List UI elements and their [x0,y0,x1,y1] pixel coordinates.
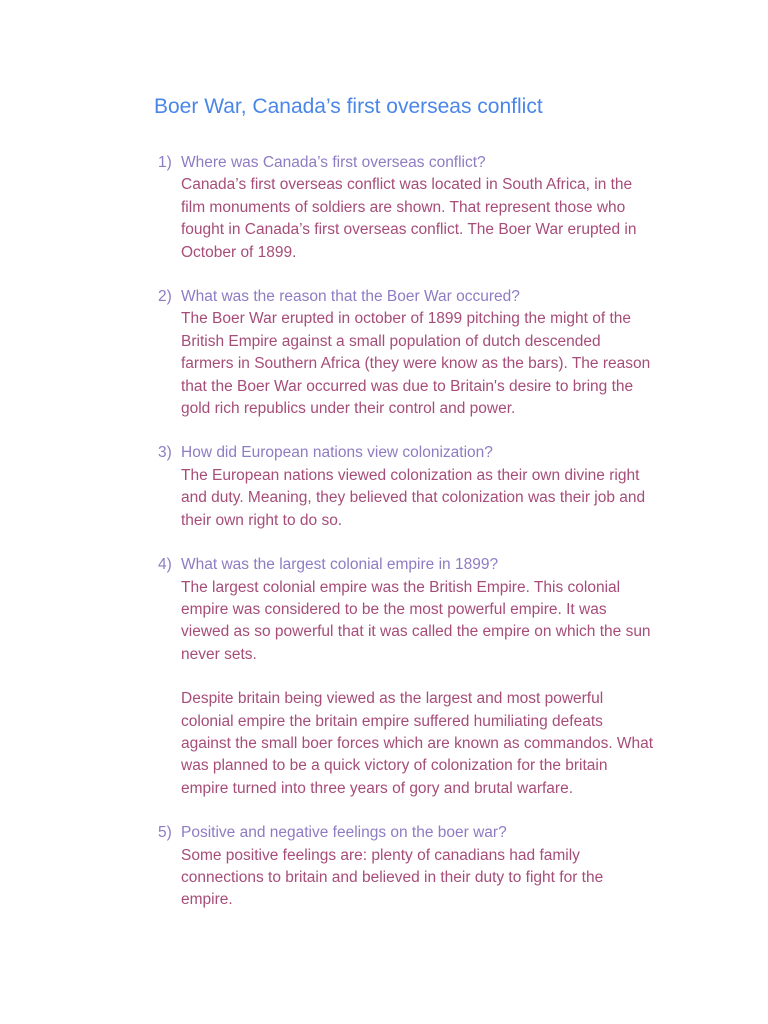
answer-paragraph [181,845,693,912]
question-number: 1) [158,154,172,171]
answer-line: gold rich republics under their control and power. [181,400,516,418]
answer-line: farmers in Southern Africa (they were know as the bars). The reason [181,355,651,373]
answer-line: Some positive feelings are: plenty of canadians had family [181,846,580,864]
answer-line: Canada’s first overseas conflict was located in South Africa, in the [181,176,633,194]
answer-line: Despite britain being viewed as the largest and most powerful [181,690,604,708]
list-item [0,442,768,532]
answer-line: empire. [181,891,233,909]
answer-paragraph [181,577,693,667]
answer-line: against the small boer forces which are known as commandos. What [181,734,654,752]
answer-line: that the Boer War occurred was due to Britain's desire to bring the [181,377,634,395]
question-text: How did European nations view colonization? [181,444,493,462]
answer-line: and duty. Meaning, they believed that colonization was their job and [181,489,646,507]
list-item [0,554,768,800]
answer-line: The Boer War erupted in october of 1899 pitching the might of the [181,310,632,328]
answer-line: The largest colonial empire was the British Empire. This colonial [181,578,621,596]
question-text: Where was Canada’s first overseas conflict? [181,154,486,171]
question-number: 4) [158,556,172,574]
answer-line: colonial empire the britain empire suffered humiliating defeats [181,712,603,730]
answer-paragraph [181,174,693,264]
answer-paragraph [181,688,693,800]
answer-line: never sets. [181,645,257,663]
answer-line: was planned to be a quick victory of colonization for the britain [181,757,608,775]
answer-line: empire turned into three years of gory and brutal warfare. [181,779,574,797]
answer-line: empire was considered to be the most powerful empire. It was [181,600,607,618]
question-number: 2) [158,288,172,306]
answer-line: viewed as so powerful that it was called the empire on which the sun [181,623,651,641]
list-item [0,822,768,912]
answer-line: British Empire against a small population of dutch descended [181,332,601,350]
answer-line: October of 1899. [181,243,297,261]
question-text: Positive and negative feelings on the boer war? [181,824,507,842]
question-number: 5) [158,824,172,842]
question-text: What was the reason that the Boer War occured? [181,288,520,306]
answer-line: The European nations viewed colonization as their own divine right [181,466,640,484]
question-text: What was the largest colonial empire in 1899? [181,556,499,574]
answer-line: their own right to do so. [181,511,343,529]
answer-paragraph [181,308,693,420]
question-list [0,152,768,934]
answer-line: film monuments of soldiers are shown. That represent those who [181,198,626,216]
list-item [0,152,768,264]
document-title: Boer War, Canada’s first overseas conflict [154,95,543,118]
question-number: 3) [158,444,172,462]
answer-line: connections to britain and believed in their duty to fight for the [181,868,604,886]
list-item [0,286,768,420]
answer-paragraph [181,465,693,532]
answer-line: fought in Canada’s first overseas conflict. The Boer War erupted in [181,221,637,239]
